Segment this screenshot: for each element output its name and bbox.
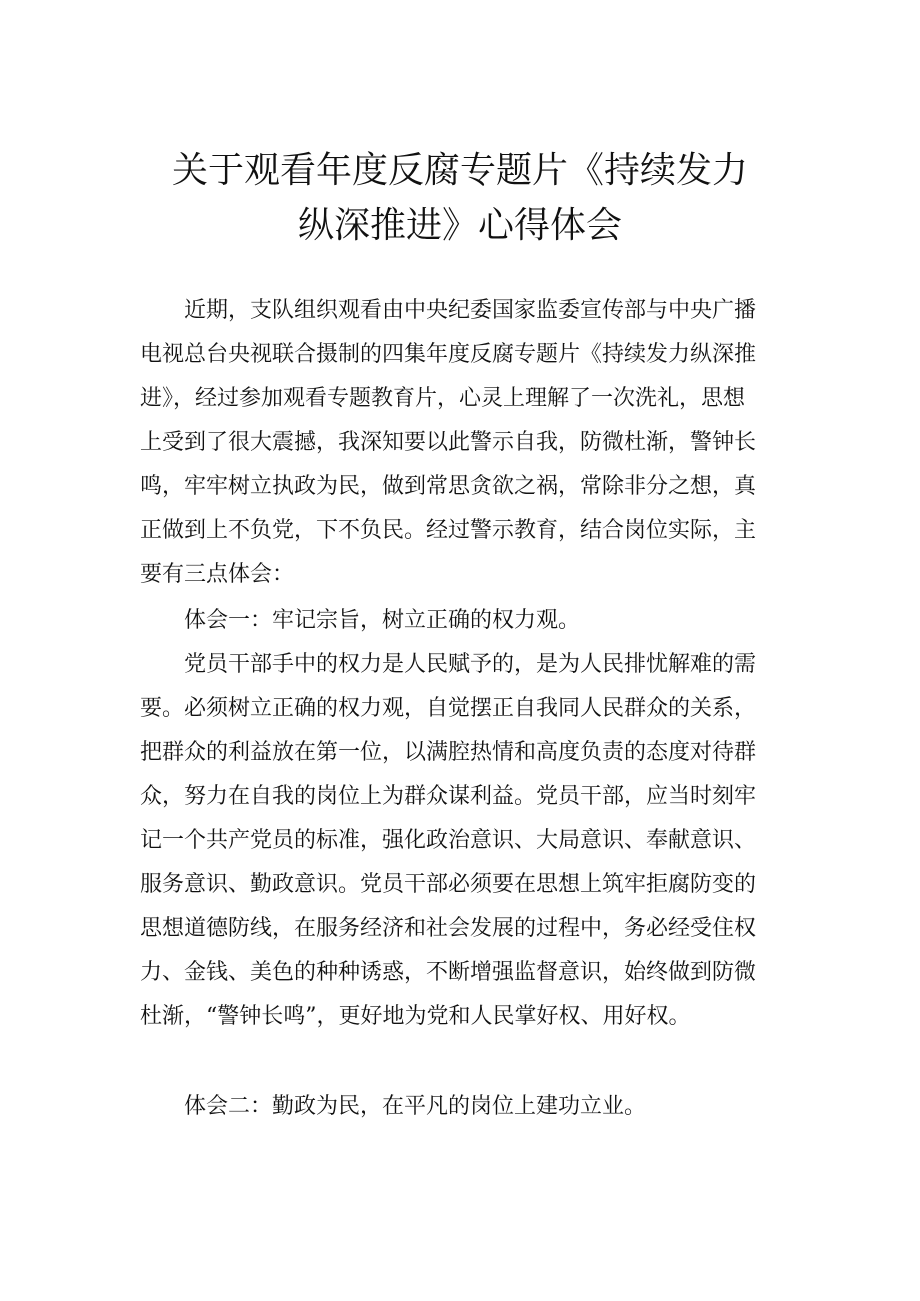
paragraph-line: 力、金钱、美色的种种诱惑，不断增强监督意识，始终做到防微 [140, 960, 757, 985]
paragraph-line: 近期，支队组织观看由中央纪委国家监委宣传部与中央广播 [184, 298, 757, 323]
paragraph-line: 正做到上不负党，下不负民。经过警示教育，结合岗位实际，主 [140, 518, 757, 543]
paragraph-line: 思想道德防线，在服务经济和社会发展的过程中，务必经受住权 [140, 916, 757, 941]
document-title-line-1: 关于观看年度反腐专题片《持续发力 [171, 150, 748, 191]
document-title-line-2: 纵深推进》心得体会 [297, 205, 622, 246]
paragraph-line: 记一个共产党员的标准，强化政治意识、大局意识、奉献意识、 [140, 828, 757, 853]
paragraph-line: 上受到了很大震撼，我深知要以此警示自我，防微杜渐，警钟长 [140, 430, 757, 455]
paragraph-line: 党员干部手中的权力是人民赋予的，是为人民排忧解难的需 [184, 652, 757, 677]
paragraph-line: 鸣，牢牢树立执政为民，做到常思贪欲之祸，常除非分之想，真 [140, 474, 757, 499]
paragraph-line: 要有三点体会： [140, 562, 295, 587]
paragraph-line: 众，努力在自我的岗位上为群众谋利益。党员干部，应当时刻牢 [140, 784, 757, 809]
paragraph-line: 电视总台央视联合摄制的四集年度反腐专题片《持续发力纵深推 [140, 342, 757, 367]
section-heading-1: 体会一：牢记宗旨，树立正确的权力观。 [184, 608, 581, 633]
paragraph-line: 要。必须树立正确的权力观，自觉摆正自我同人民群众的关系， [140, 696, 757, 721]
paragraph-line: 进》，经过参加观看专题教育片，心灵上理解了一次洗礼，思想 [140, 386, 746, 411]
paragraph-line: 把群众的利益放在第一位，以满腔热情和高度负责的态度对待群 [140, 740, 757, 765]
paragraph-line: 杜渐，“警钟长鸣”，更好地为党和人民掌好权、用好权。 [140, 1004, 691, 1029]
section-heading-2: 体会二：勤政为民，在平凡的岗位上建功立业。 [184, 1094, 647, 1119]
paragraph-line: 服务意识、勤政意识。党员干部必须要在思想上筑牢拒腐防变的 [140, 872, 757, 897]
